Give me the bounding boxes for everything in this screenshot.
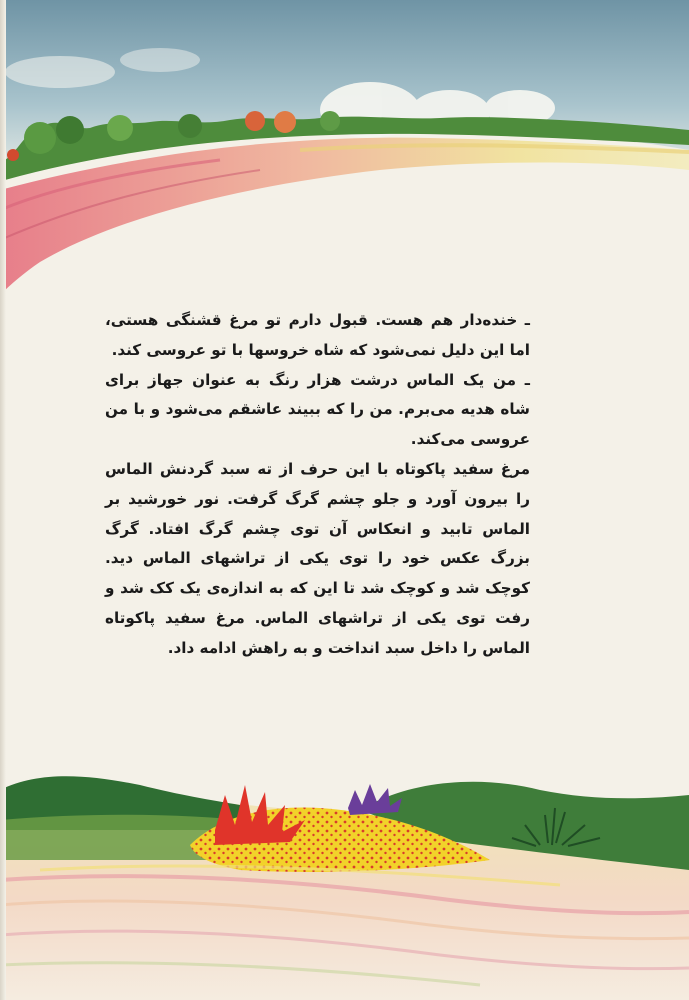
flower-field-hill [190, 807, 490, 871]
page-binding-edge [0, 0, 6, 1000]
dialogue-paragraph-2: ـ من یک الماس درشت هزار رنگ به عنوان جهاز برای شاه هدیه می‌برم. من را که ببیند عاشقم می‌شود و با من عروسی می‌کند. [105, 370, 530, 449]
hill-left [0, 776, 240, 830]
story-text [105, 306, 530, 664]
field-band [0, 138, 689, 295]
grass-tuft [512, 808, 600, 846]
red-flower [215, 785, 305, 845]
field-strokes [0, 866, 689, 985]
top-landscape-illustration [0, 0, 689, 300]
dialogue-paragraph-1: ـ خنده‌دار هم هست. قبول دارم تو مرغ قشنگی هستی، اما این دلیل نمی‌شود که شاه خروسها با تو عروسی کند. [105, 311, 530, 359]
purple-flower [348, 784, 402, 815]
narrative-paragraph: مرغ سفید پاکوتاه با این حرف از ته سبد گردنش الماس را بیرون آورد و جلو چشم گرگ گرفت. نور خورشید بر الماس تابید و انعکاس آن توی چشم گرگ افتاد. گرگ بزرگ عکس خود را توی یکی از تراشهای الماس دید. کوچک شد و کوچک شد تا این که به اندازه‌ی یک کک شد و رفت توی یکی از تراشهای الماس. مرغ سفید پاکوتاه الماس را داخل سبد انداخت و به راهش ادامه داد. [105, 459, 530, 657]
hill-right [360, 782, 689, 870]
ground [0, 797, 689, 1000]
